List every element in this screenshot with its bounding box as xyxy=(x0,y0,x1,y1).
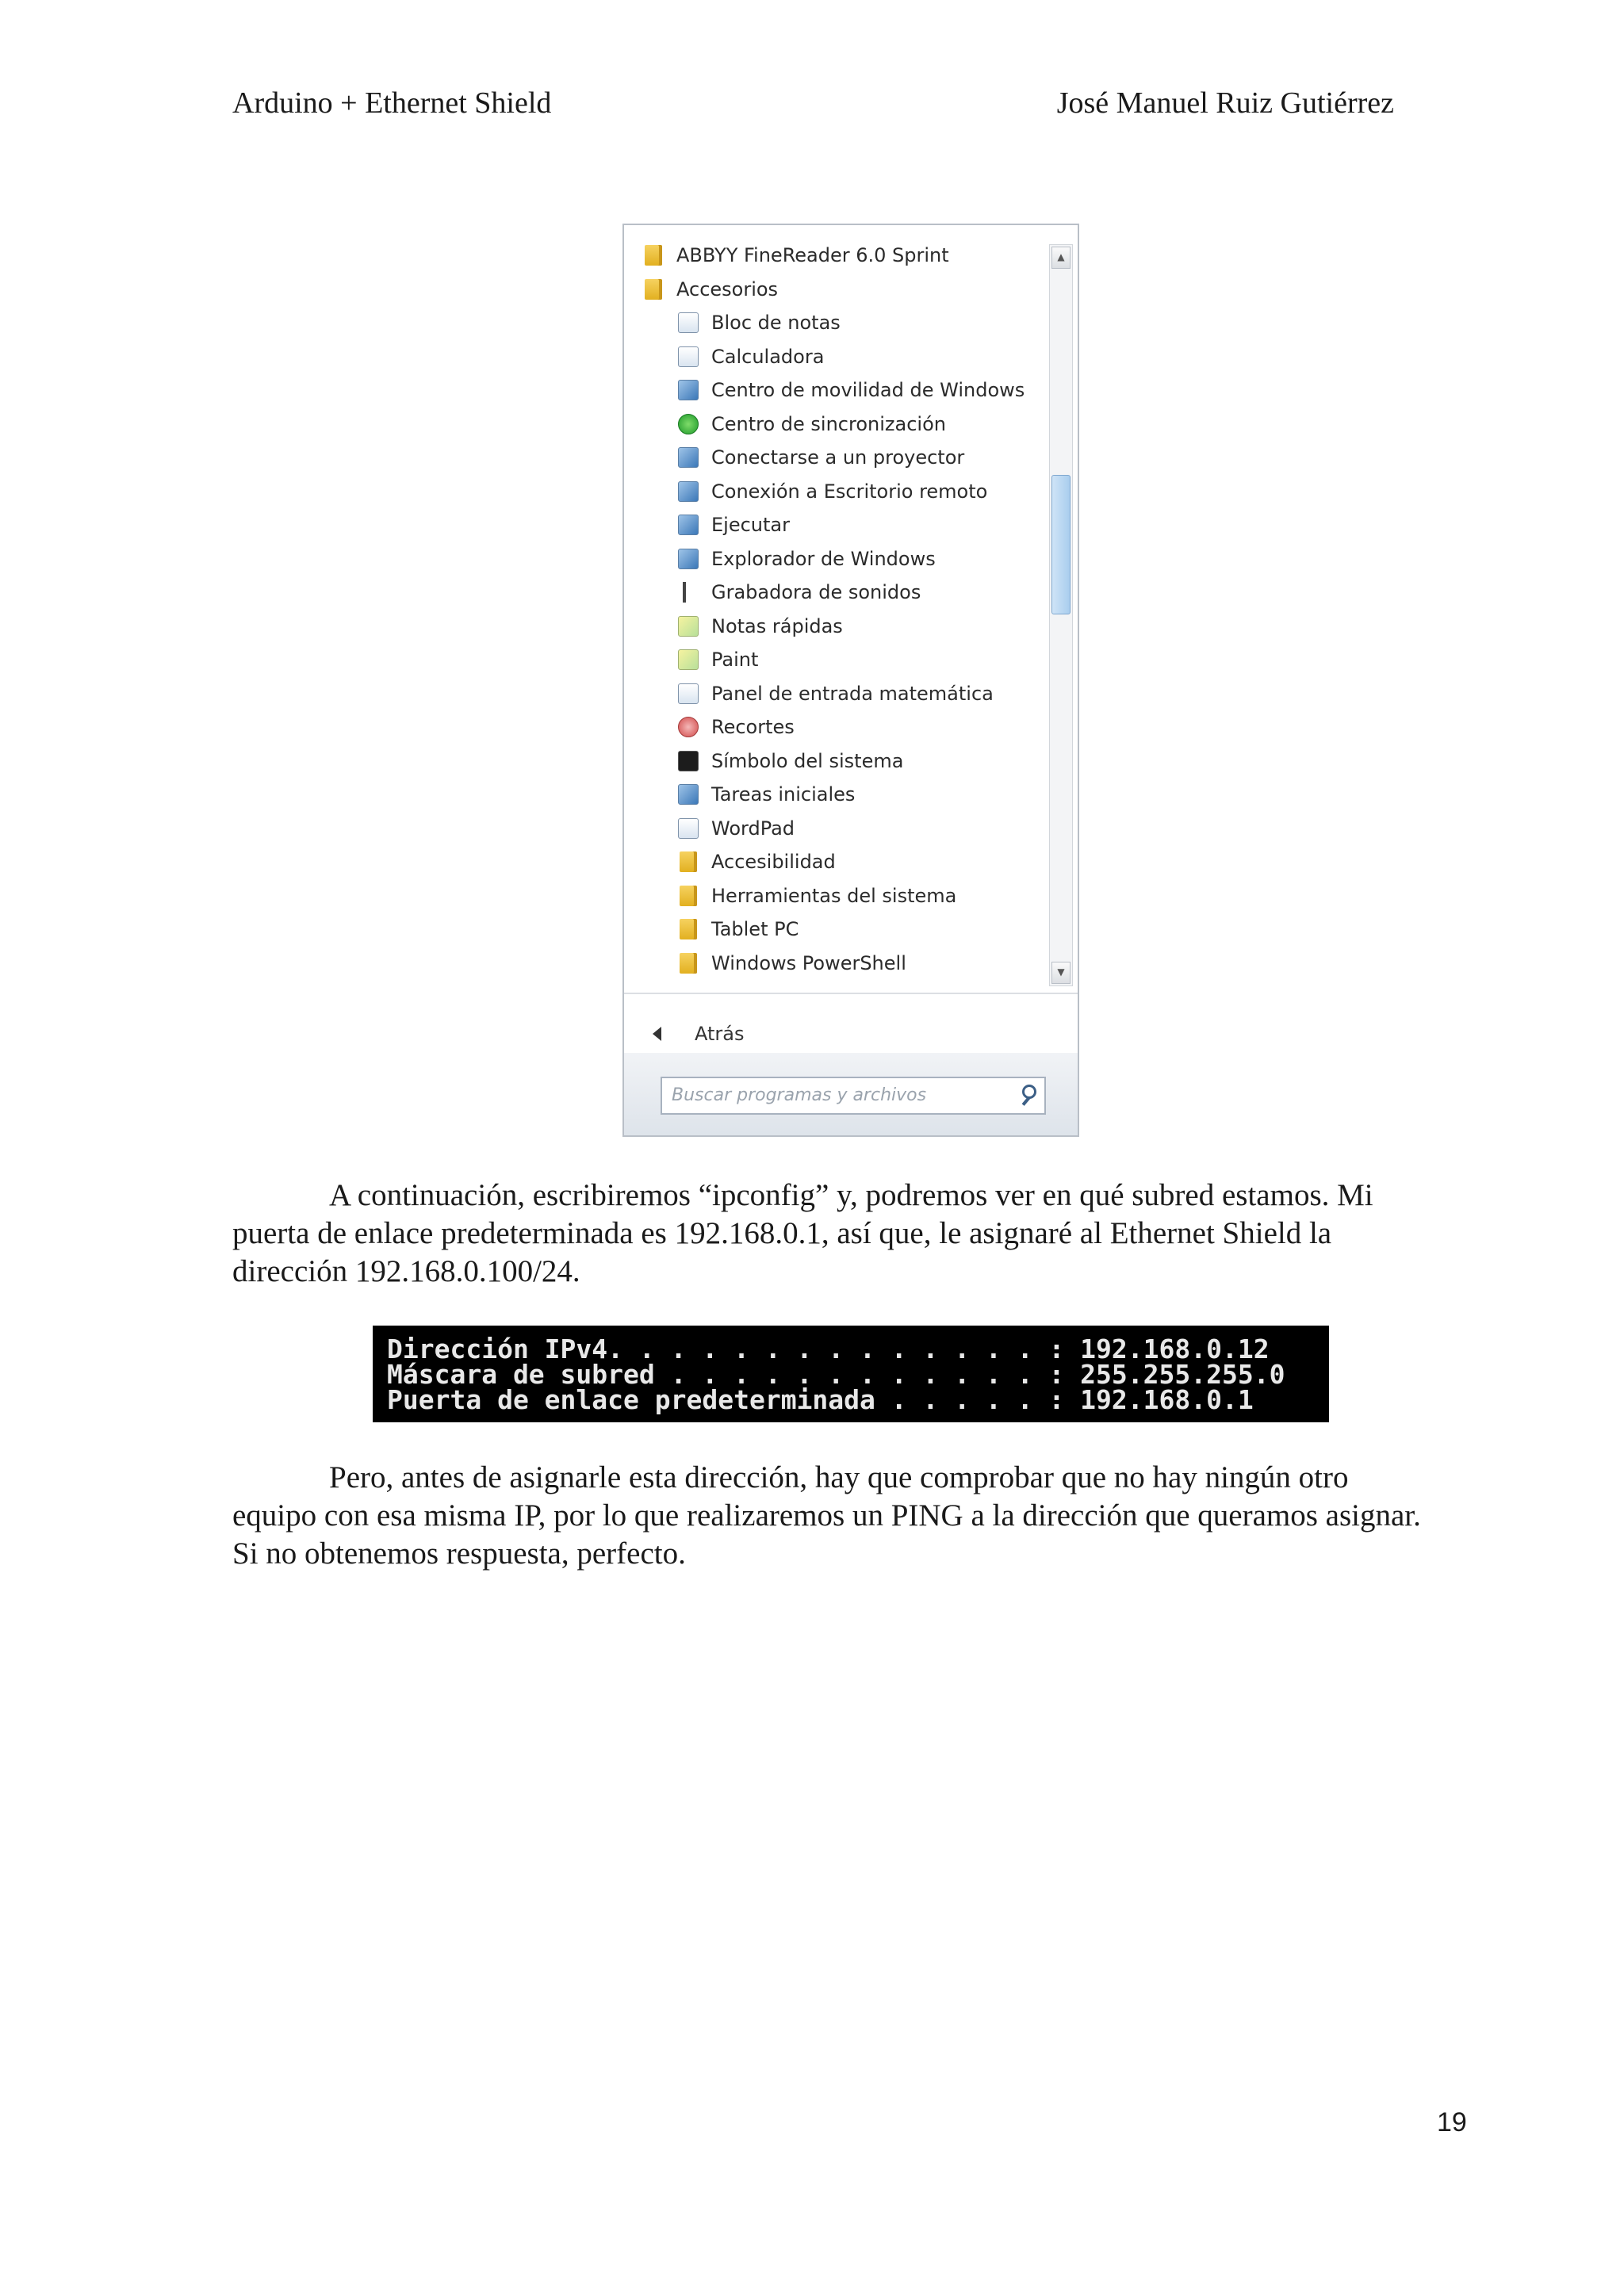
wordpad-icon xyxy=(676,817,700,840)
menu-item[interactable] xyxy=(676,678,994,710)
folder-icon xyxy=(642,277,665,301)
header-left-title: Arduino + Ethernet Shield xyxy=(232,86,552,120)
menu-item-label: Calculadora xyxy=(711,345,825,368)
sticky-notes-icon xyxy=(676,614,700,638)
console-line: Máscara de subred . . . . . . . . . . . . : 255.255.255.0 xyxy=(387,1359,1285,1390)
math-input-icon xyxy=(676,682,700,706)
scroll-down-arrow-icon[interactable]: ▼ xyxy=(1051,962,1071,984)
menu-item[interactable] xyxy=(676,779,855,810)
menu-item-label: Bloc de notas xyxy=(711,312,841,334)
search-area xyxy=(624,1053,1079,1137)
menu-item[interactable] xyxy=(676,813,795,844)
menu-item[interactable] xyxy=(676,543,936,575)
menu-item[interactable] xyxy=(676,913,799,945)
menu-item[interactable] xyxy=(676,374,1025,406)
page-number: 19 xyxy=(1437,2107,1467,2137)
console-line: Puerta de enlace predeterminada . . . . . : 192.168.0.1 xyxy=(387,1384,1254,1415)
header-author: José Manuel Ruiz Gutiérrez xyxy=(1056,86,1394,120)
menu-item[interactable] xyxy=(676,408,946,440)
console-line: Dirección IPv4. . . . . . . . . . . . . . : 192.168.0.12 xyxy=(387,1334,1270,1364)
back-label: Atrás xyxy=(695,1023,745,1045)
explorer-icon xyxy=(676,547,700,571)
menu-item-label: Herramientas del sistema xyxy=(711,884,957,907)
menu-item-label: Conectarse a un proyector xyxy=(711,446,965,469)
mobility-center-icon xyxy=(676,378,700,402)
folder-icon xyxy=(676,850,700,874)
folder-icon xyxy=(676,884,700,908)
command-prompt-icon xyxy=(676,749,700,773)
folder-icon xyxy=(676,951,700,975)
back-arrow-icon xyxy=(653,1027,661,1041)
menu-item[interactable] xyxy=(676,880,956,912)
remote-desktop-icon xyxy=(676,480,700,503)
menu-item[interactable] xyxy=(676,307,841,339)
paint-icon xyxy=(676,648,700,672)
start-menu-screenshot xyxy=(622,224,1079,1137)
menu-item[interactable] xyxy=(676,644,758,675)
paragraph-ipconfig: A continuación, escribiremos “ipconfig” y, podremos ver en qué subred estamos. Mi puerta de enlace predeterminada es 192.168.0.1, así que, le asignaré al Ethernet Shield la dirección 192.168.0.100/24. xyxy=(232,1178,1373,1288)
getting-started-icon xyxy=(676,783,700,806)
menu-item-label: Paint xyxy=(711,649,759,671)
menu-item[interactable] xyxy=(676,846,836,878)
folder-icon xyxy=(676,917,700,941)
menu-item-label: Explorador de Windows xyxy=(711,547,936,570)
sync-center-icon xyxy=(676,412,700,436)
folder-icon xyxy=(642,243,665,267)
menu-item-label: Conexión a Escritorio remoto xyxy=(711,480,988,503)
projector-icon xyxy=(676,446,700,469)
menu-item[interactable] xyxy=(676,341,824,373)
ipconfig-console-output xyxy=(373,1326,1329,1422)
menu-item-label: Tablet PC xyxy=(711,918,799,940)
menu-item-label: Windows PowerShell xyxy=(711,951,906,974)
menu-item-label: Tareas iniciales xyxy=(711,783,856,806)
back-button[interactable] xyxy=(653,1018,744,1050)
search-input[interactable] xyxy=(661,1077,1046,1115)
menu-item-label: Símbolo del sistema xyxy=(711,749,904,772)
microphone-icon xyxy=(676,580,700,604)
search-icon[interactable] xyxy=(1022,1085,1036,1099)
program-list xyxy=(624,225,1079,994)
menu-item-label: ABBYY FineReader 6.0 Sprint xyxy=(676,244,949,266)
menu-item-label: Panel de entrada matemática xyxy=(711,682,994,705)
menu-item[interactable] xyxy=(676,509,790,541)
menu-item[interactable] xyxy=(642,274,778,305)
menu-item[interactable] xyxy=(676,476,987,507)
menu-item[interactable] xyxy=(676,745,903,777)
scrollbar[interactable] xyxy=(1049,244,1073,986)
snipping-tool-icon xyxy=(676,715,700,739)
menu-item-label: Accesibilidad xyxy=(711,851,836,873)
menu-item-label: Centro de movilidad de Windows xyxy=(711,379,1025,401)
menu-item-label: WordPad xyxy=(711,817,795,840)
calculator-icon xyxy=(676,345,700,369)
console-lines xyxy=(387,1334,1285,1415)
menu-item-label: Centro de sincronización xyxy=(711,412,946,435)
menu-item[interactable] xyxy=(676,576,921,608)
menu-item-label: Ejecutar xyxy=(711,514,790,536)
notepad-icon xyxy=(676,311,700,335)
menu-item-label: Notas rápidas xyxy=(711,614,843,637)
paragraph-ping: Pero, antes de asignarle esta dirección, hay que comprobar que no hay ningún otro equipo con esa misma IP, por lo que realizaremos un PING a la dirección que queramos asignar. Si no obtenemos respuesta, perfecto. xyxy=(232,1460,1421,1571)
scroll-up-arrow-icon[interactable]: ▲ xyxy=(1051,247,1071,269)
menu-item[interactable] xyxy=(676,610,843,642)
menu-item[interactable] xyxy=(642,239,949,271)
run-icon xyxy=(676,513,700,537)
page-header xyxy=(232,86,1394,125)
menu-item[interactable] xyxy=(676,711,795,743)
scroll-thumb[interactable] xyxy=(1051,475,1071,614)
menu-item-label: Recortes xyxy=(711,716,795,738)
search-placeholder: Buscar programas y archivos xyxy=(672,1085,927,1105)
menu-item-label: Accesorios xyxy=(676,277,779,300)
menu-item[interactable] xyxy=(676,947,906,979)
menu-item[interactable] xyxy=(676,442,964,473)
menu-item-label: Grabadora de sonidos xyxy=(711,581,921,603)
